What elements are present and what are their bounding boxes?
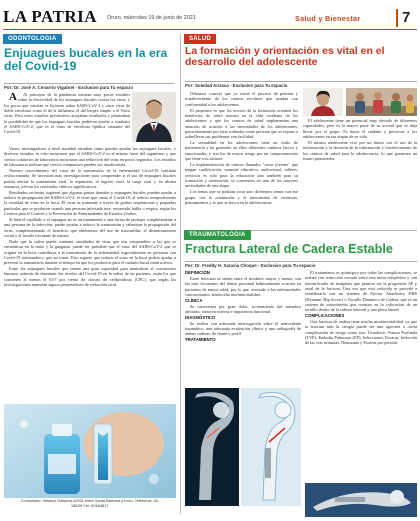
subheading: CLÍNICA [185, 297, 203, 303]
article2-paragraph: La sexualidad en los adolescentes tiene un estilo de pertenencia y ha generado en ellos diferentes cambios físicos y emocionales, y son los de mayor riesgo por un comportamiento que tiene a su alcance. [185, 140, 298, 162]
salud-section-tab: SALUD [184, 34, 216, 44]
article2-col2 [303, 118, 417, 229]
article1-paragraph: Entre los enjuagues bucales que tienen una gran capacidad para neutralizar el coronavirus humano, además de disminuir los niveles del Covid-19 en la saliva de un paciente, están los que contienen al menos el 0,07 por ciento de cloruro de cetilpiridinio (CPC), que según las investigaciones muestran signos prometedores de reducción viral. [4, 266, 176, 288]
article1-paragraph: Dado que la saliva puede contener cantidades de virus que son comparables a las que se encuentran en la nariz y la garganta, puede ser probable que el virus del SARS-CoV-2 que se origina en la boca contribuya a la transmisión de la enfermedad, especialmente en personas con Covid-19 asintomático, que no tosen. Esto sugiere que reducir el virus en la boca podría ayudar a prevenir la transmisión durante el tiempo en que los productos para el cuidado bucal están activos. [4, 238, 176, 266]
hip-xray-image [185, 388, 239, 506]
article2-byline: Por: Soledad Arizaca - Exclusivo para Tu espacio [185, 81, 417, 88]
page-number: 7 [396, 9, 416, 27]
article1-paragraph [4, 92, 130, 135]
article3-paragraph: Se realiza con adecuada interrogación sobre el antecedente traumático, una adecuada evaluación clínica y una radiografía de ambas caderas, de frente y perfil. [185, 320, 301, 337]
masthead-divider [3, 29, 417, 30]
hip-implant-photo [305, 483, 417, 517]
article2-paragraph: Los temas que se podrían tocar son: diferentes temas con ese grupo, con la orientación y el intercambio de vivencias, pensamientos y lo que se busca en la adolescencia. [185, 189, 298, 205]
subheading: DEFINICIÓN [185, 270, 210, 275]
article1-paragraph: Si bien el cepillado y el enjuague no es un tratamiento o una forma de proteger completamente a una persona de la infección, puede ayudar a reducir la transmisión y ralentizar la propagación del virus, complementando el beneficio que obtenemos del uso de mascarillas, el distanciamiento social y el lavado frecuente de manos. [4, 216, 176, 238]
article3-headline: Fractura Lateral de Cadera Estable [185, 242, 393, 256]
masthead [0, 0, 420, 30]
column-divider [180, 34, 181, 514]
article3-col1 [185, 270, 301, 386]
subheading: DIAGNÓSTICO [185, 314, 216, 320]
article3-byline: Por: Dr. Freddy H. Saravia Choque - Exclusivo para Tu espacio [185, 261, 417, 268]
article2-paragraph: El mismo adolescente vive por un futuro con el uso de la información y la decisión de la información y fortalecimiento de los centros de salud para la adolescencia, lo que garantiza un futuro prometedor. [303, 139, 417, 161]
subheading: COMPLICACIONES [305, 313, 345, 319]
dateline: Oruro, miércoles 19 de junio de 2021 [107, 15, 196, 21]
article1-paragraph: Resultados recientes sugieren que algunas pastas dentales y enjuagues bucales pueden ayudar a reducir la propagación del SARS-CoV-2, el virus que causa el Covid-19, al reducir temporalmente la cantidad de virus en la boca. El virus se transmite a través de gotitas respiratorias y pequeñas partículas que se producen cuando una persona infectada tose, estornuda, habla o respira, según los Centros para el Control y la Prevención de Enfermedades de Estados Unidos. [4, 189, 176, 217]
article1-byline: Por: Dr. José A. Cenarrio Vigabrel - Exclusivo para Tu espacio [4, 83, 174, 90]
article2-paragraph: Debemos conocer que ya existe el proceso de pensión y fortalecimiento de los centros escolares que ayudan con conformidad a los adolescentes. [185, 91, 298, 107]
mouthwash-photo [4, 404, 176, 498]
dropcap: A [9, 92, 17, 103]
article3-paragraph: Se caracteriza por gran dolor, acortamiento del miembro afectado, rotación externa e impotencia funcional. [185, 303, 301, 314]
article1-intro [4, 92, 130, 145]
article2-paragraph: El propósito es que los actores de la formación orienten los beneficios de sobre nuestra en la vida cotidiana de los adolescentes y que los centros de salud implementen una atención de acuerdo a las necesidades de los adolescentes, particularmente por estar rodeados como persona que se expone a sobrellevar sus problemas con facilidad. [185, 107, 298, 140]
article3-paragraph: El tratamiento es quirúrgico por todas las complicaciones, se realiza con reducción cerrada sobre una mesa ortopédica y con intensificador de imágenes que permita ver la progresión AP y axial de la fractura. Una vez que está reducida se procede a estabilizarla con un sistema de Ejector Anatómico DHS (Dynamic Hip Screw) o Tornillo Dinámico de Cadera, que es un sistema de osteosíntesis que consiste en la colocación de un tornillo dentro de la cabeza femoral y una placa lateral. [305, 270, 417, 313]
article1-paragraph-text: Al principio de la pandemia existían muy pocos estudios sobre la efectividad de los enjuagues bucales contra los virus, y los pocos que existían se hicieron sobre SARS-CoV-1 y otros virus de doble envoltura como el de la influenza, el del herpes simple o el Nova virus. Pero estos estudios preventivos arrojaban resultados y planteaban la posibilidad de que los enjuagues bucales pudieran ayudar a combatir el SARS-CoV-2, que es el virus de envoltura lipídica causante del Covid-19. [4, 92, 130, 135]
article1-paragraph: Nuestro conocimiento del virus de la transmisión de la enfermedad Covid-19 continúa evolucionando. Se necesitan más investigaciones para comprender si el uso de enjuagues bucales podría afectar la transmisión viral, la expansión, el ingreso viral, la carga viral y, en última instancia, afectar los resultados clínicos significativos. [4, 167, 176, 189]
article3-paragraph: Una fractura de cadera tiene mucha morbimortalidad, ya que la fractura más la cirugía puede ser una agresión a cierta complicación de riesgo como son: Trombosis Venosa Profunda (TVP), Embolia Pulmonar (EP), Infecciones, Escaras, Infección de las vías urinarias, Neumonía y Escaras por presión. [305, 319, 417, 346]
odontologia-section-tab: ODONTOLOGIA [3, 34, 62, 44]
subheading: TRATAMIENTO [185, 337, 216, 343]
article3-col2 [305, 270, 417, 480]
traumatologia-section-tab: TRAUMATOLOGIA [184, 230, 251, 240]
article2-col1 [185, 91, 298, 229]
article2-paragraph: El adolescente tiene un potencial muy elevado de diferentes capacidades, pero es la mayor parte de su actitud que se deja llevar por el grupo. Es hacer el cuidado y preservar a los adolescentes en sus etapas de su vida. [303, 118, 417, 140]
author-portrait-photo [303, 88, 343, 116]
article2-headline: La formación y orientación es vital en el desarrollo del adolescente [185, 45, 385, 69]
author-portrait-photo [132, 92, 176, 142]
newspaper-logo: LA PATRIA [3, 7, 98, 26]
hip-fracture-illustration [241, 388, 301, 506]
adolescents-photo [346, 88, 417, 116]
article1-paragraph: Varios investigadores a nivel mundial estudian cómo pueden ayudar los enjuagues bucales, y diversos estudios in vitro mostraron que el SARS-CoV-2 es el mismo fuera del organismo y que ciertos colutorios de laboratorio mostraron una reducción del virus en pocos segundos. Los estudios de laboratorio indican que ciertos compuestos pueden ser insuficientes. [4, 146, 176, 168]
article1-caption: Consultorio: Velasco Galvarro #2011 entre Santa Bárbara y León. Teléfonos: 52-58129 Cel. 60164817 [20, 498, 160, 508]
article2-paragraph: La implementación de centros llamados "casas jóvenes" que tengan cualificación, material educativo, audiovisual, talleres, servicios es sólo para la educación sino también para su formación y orientación, se convierten en una de las mayores necesidades de esta etapa. [185, 161, 298, 189]
article1-body [4, 146, 176, 402]
section-title: Salud y Bienestar [295, 14, 361, 23]
article3-paragraph: Estas fracturas se sitúan entre el trocánter mayor y menor, son las más frecuentes del fémur proximal habitualmente ocurren en pacientes de mayor edad, por lo que, asociado a las enfermedades concomitantes, tienen alta morbimortalidad. [185, 275, 301, 297]
article1-headline: Enjuagues bucales en la era del Covid-19 [4, 46, 168, 74]
